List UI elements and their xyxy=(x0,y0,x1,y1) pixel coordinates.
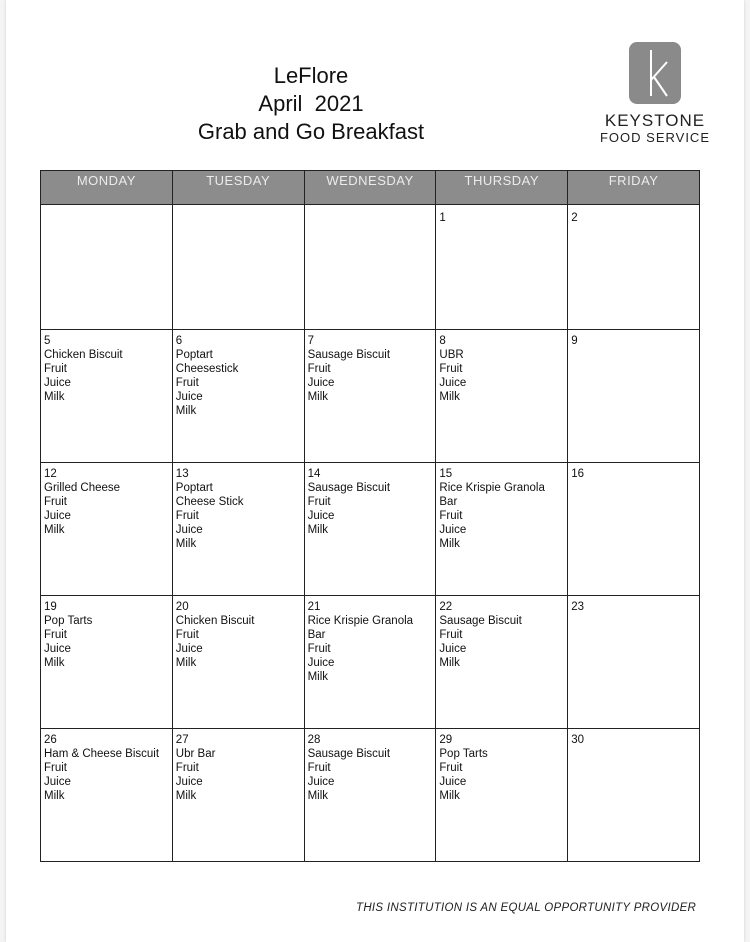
menu-item: Poptart xyxy=(175,482,213,494)
menu-item: Milk xyxy=(439,790,460,802)
menu-item: Fruit xyxy=(175,377,199,389)
menu-item: Juice xyxy=(307,510,335,522)
calendar-day-cell xyxy=(568,205,700,330)
menu-item: Juice xyxy=(439,524,467,536)
calendar-day-cell xyxy=(41,596,173,729)
menu-item: Milk xyxy=(175,538,197,550)
menu-item: Juice xyxy=(439,377,467,389)
day-number: 23 xyxy=(571,601,584,613)
calendar-day-cell xyxy=(436,330,568,463)
menu-item: Rice Krispie Granola Bar xyxy=(307,615,414,641)
menu-item: Juice xyxy=(175,391,203,403)
keystone-k-icon xyxy=(629,42,681,104)
menu-item: Chicken Biscuit xyxy=(175,615,255,627)
menu-item: Fruit xyxy=(307,762,331,774)
calendar-week-row xyxy=(41,729,700,862)
logo-subtitle: FOOD SERVICE xyxy=(599,130,710,145)
calendar-day-cell xyxy=(41,463,173,596)
menu-item: Sausage Biscuit xyxy=(307,349,391,361)
day-number: 21 xyxy=(307,601,321,613)
weekday-header-row xyxy=(41,171,700,205)
calendar-day-cell xyxy=(304,596,436,729)
menu-item: Milk xyxy=(439,538,460,550)
weekday-header: MONDAY xyxy=(41,171,173,205)
menu-item: Milk xyxy=(44,657,65,669)
calendar-day-cell xyxy=(436,205,568,330)
calendar-day-cell xyxy=(304,463,436,596)
day-number: 5 xyxy=(44,335,51,347)
calendar-day-cell xyxy=(568,596,700,729)
keystone-logo xyxy=(595,42,715,146)
menu-item: Juice xyxy=(175,643,203,655)
day-number: 20 xyxy=(175,601,189,613)
menu-item: Grilled Cheese xyxy=(44,482,121,494)
menu-item: Cheesestick xyxy=(175,363,239,375)
menu-item: Fruit xyxy=(307,643,331,655)
menu-item: Milk xyxy=(439,657,460,669)
day-number: 13 xyxy=(175,468,189,480)
calendar-day-cell xyxy=(172,330,304,463)
calendar-day-cell xyxy=(568,463,700,596)
menu-item: Milk xyxy=(307,391,329,403)
calendar-day-cell xyxy=(41,330,173,463)
menu-item: Milk xyxy=(307,524,329,536)
menu-item: Juice xyxy=(307,657,335,669)
menu-item: Fruit xyxy=(44,762,67,774)
menu-item: Sausage Biscuit xyxy=(307,748,391,760)
menu-item: Ham & Cheese Biscuit xyxy=(44,748,160,760)
menu-item: Juice xyxy=(307,776,335,788)
weekday-header: WEDNESDAY xyxy=(304,171,436,205)
menu-item: Juice xyxy=(44,510,71,522)
menu-item: Cheese Stick xyxy=(175,496,244,508)
day-number: 30 xyxy=(571,734,584,746)
calendar-day-cell xyxy=(172,463,304,596)
menu-item: Juice xyxy=(44,776,71,788)
day-number: 8 xyxy=(439,335,446,347)
menu-item: Fruit xyxy=(44,629,67,641)
calendar-body xyxy=(41,205,700,862)
day-number: 19 xyxy=(44,601,57,613)
menu-title xyxy=(166,62,456,146)
menu-item: Rice Krispie Granola Bar xyxy=(439,482,545,508)
calendar-week-row xyxy=(41,463,700,596)
calendar-day-cell xyxy=(172,205,304,330)
menu-item: Fruit xyxy=(439,363,463,375)
menu-page xyxy=(6,0,744,942)
day-number: 9 xyxy=(571,335,578,347)
menu-item: Milk xyxy=(175,405,197,417)
day-number: 29 xyxy=(439,734,453,746)
weekday-header: TUESDAY xyxy=(172,171,304,205)
menu-item: Milk xyxy=(439,391,460,403)
menu-item: Milk xyxy=(44,790,65,802)
day-number: 27 xyxy=(175,734,189,746)
day-number: 22 xyxy=(439,601,453,613)
calendar-day-cell xyxy=(436,596,568,729)
day-number: 7 xyxy=(307,335,314,347)
calendar-day-cell xyxy=(172,729,304,862)
menu-item: Juice xyxy=(307,377,335,389)
calendar-day-cell xyxy=(41,729,173,862)
day-number: 15 xyxy=(439,468,453,480)
month-year: April 2021 xyxy=(258,91,364,116)
day-number: 14 xyxy=(307,468,321,480)
menu-name: Grab and Go Breakfast xyxy=(197,119,425,144)
menu-item: Fruit xyxy=(175,510,199,522)
menu-item: Fruit xyxy=(44,496,67,508)
menu-item: Fruit xyxy=(439,510,463,522)
calendar-day-cell xyxy=(304,205,436,330)
menu-item: Sausage Biscuit xyxy=(307,482,391,494)
menu-item: Milk xyxy=(175,657,197,669)
calendar-day-cell xyxy=(568,729,700,862)
menu-item: Sausage Biscuit xyxy=(439,615,522,627)
day-number: 26 xyxy=(44,734,57,746)
menu-item: Fruit xyxy=(307,363,331,375)
menu-item: Poptart xyxy=(175,349,213,361)
day-number: 12 xyxy=(44,468,57,480)
menu-item: Pop Tarts xyxy=(44,615,93,627)
menu-item: Juice xyxy=(44,377,71,389)
calendar-day-cell xyxy=(41,205,173,330)
school-name: LeFlore xyxy=(273,63,349,88)
menu-item: Fruit xyxy=(439,629,463,641)
calendar-day-cell xyxy=(304,330,436,463)
menu-item: Juice xyxy=(44,643,71,655)
weekday-header: FRIDAY xyxy=(568,171,700,205)
menu-item: Milk xyxy=(307,671,329,683)
menu-item: Milk xyxy=(175,790,197,802)
menu-item: Fruit xyxy=(307,496,331,508)
equal-opportunity-notice: THIS INSTITUTION IS AN EQUAL OPPORTUNITY PROVIDER xyxy=(356,902,697,914)
menu-item: Juice xyxy=(439,776,467,788)
menu-item: Chicken Biscuit xyxy=(44,349,123,361)
day-number: 1 xyxy=(439,212,446,224)
day-number: 6 xyxy=(175,335,183,347)
menu-item: Fruit xyxy=(175,629,199,641)
menu-item: Pop Tarts xyxy=(439,748,488,760)
menu-item: Juice xyxy=(175,776,203,788)
weekday-header: THURSDAY xyxy=(436,171,568,205)
calendar-week-row xyxy=(41,330,700,463)
menu-item: UBR xyxy=(439,349,464,361)
day-number: 2 xyxy=(571,212,578,224)
calendar-week-row xyxy=(41,596,700,729)
calendar-table xyxy=(40,170,700,862)
menu-item: Fruit xyxy=(439,762,463,774)
menu-item: Milk xyxy=(44,524,65,536)
calendar-day-cell xyxy=(568,330,700,463)
menu-item: Ubr Bar xyxy=(175,748,216,760)
menu-item: Fruit xyxy=(175,762,199,774)
day-number: 28 xyxy=(307,734,321,746)
menu-item: Fruit xyxy=(44,363,67,375)
day-number: 16 xyxy=(571,468,584,480)
calendar-day-cell xyxy=(436,463,568,596)
calendar-day-cell xyxy=(172,596,304,729)
logo-name: KEYSTONE xyxy=(604,111,706,130)
menu-item: Milk xyxy=(44,391,65,403)
calendar-day-cell xyxy=(436,729,568,862)
menu-item: Juice xyxy=(439,643,467,655)
calendar-week-row xyxy=(41,205,700,330)
menu-item: Juice xyxy=(175,524,203,536)
calendar-day-cell xyxy=(304,729,436,862)
menu-item: Milk xyxy=(307,790,329,802)
